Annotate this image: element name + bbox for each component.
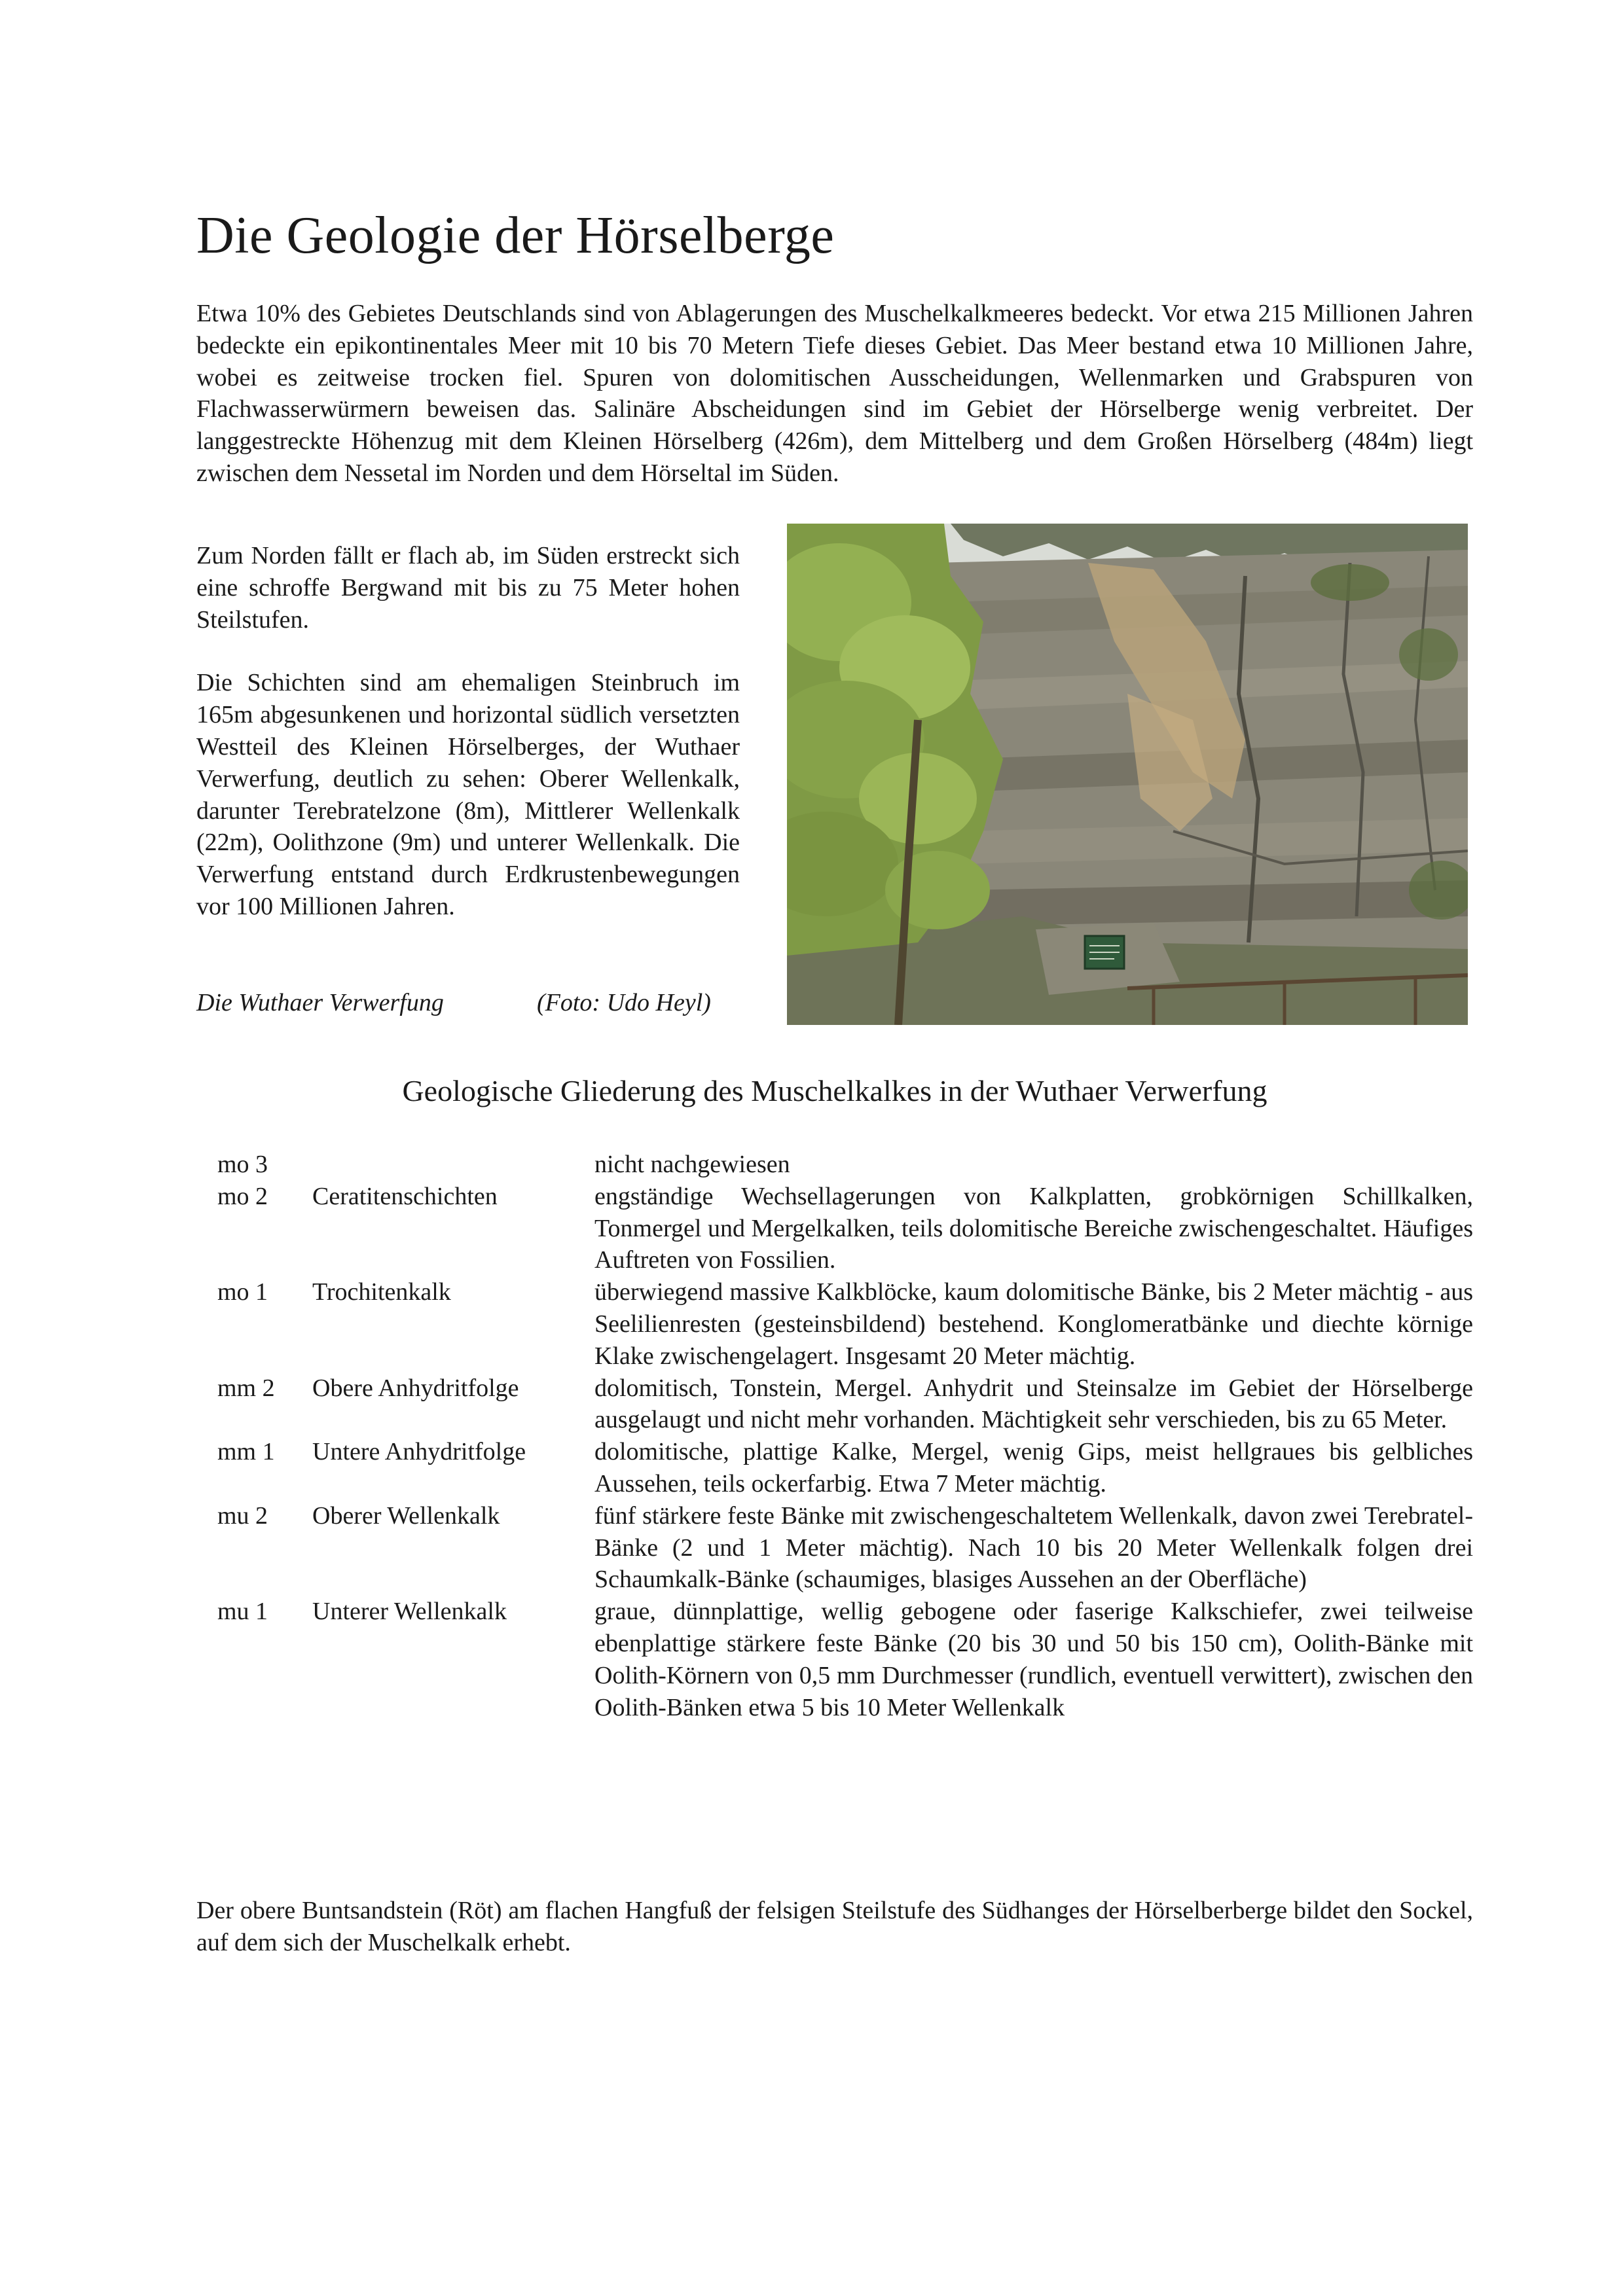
stratum-description: dolomitisch, Tonstein, Mergel. Anhydrit und Steinsalze im Gebiet der Hörselberge ausgelaugt und nicht mehr vorhanden. Mächtigkeit sehr verschieden, bis zu 65 Meter. — [594, 1374, 1473, 1434]
stratum-code: mu 2 — [217, 1501, 268, 1530]
stratum-name: Obere Anhydritfolge — [312, 1374, 519, 1402]
stratum-name: Untere Anhydritfolge — [312, 1438, 526, 1466]
page-title: Die Geologie der Hörselberge — [196, 207, 835, 264]
table-row — [196, 1372, 1473, 1437]
stratum-name — [312, 1149, 594, 1181]
paragraph-fault-layers: Die Schichten sind am ehemaligen Steinbruch im 165m abgesunkenen und horizontal südlich versetzten Westteil des Kleinen Hörselberges, der Wuthaer Verwerfung, deutlich zu sehen: Oberer Wellenkalk, darunter Terebratelzone (8m), Mittlerer Wellenkalk (22m), Oolithzone (9m) und unterer Wellenkalk. Die Verwerfung entstand durch Erdkrustenbewegungen vor 100 Millionen Jahren. — [196, 669, 740, 920]
stratum-description: nicht nachgewiesen — [594, 1151, 790, 1178]
stratum-code: mo 2 — [217, 1182, 268, 1210]
table-row — [196, 1149, 1473, 1181]
stratum-code: mo 3 — [217, 1151, 268, 1178]
left-text-column — [196, 540, 740, 923]
stratum-description: fünf stärkere feste Bänke mit zwischengeschaltetem Wellenkalk, davon zwei Terebratel-Bänke (2 und 1 Meter mächtig). Nach 10 bis 20 Meter Wellenkalk folgen drei Schaumkalk-Bänke (schaumiges, blasiges Aussehen an der Oberfläche) — [594, 1501, 1473, 1594]
stratum-code: mm 1 — [217, 1438, 275, 1466]
stratum-name: Trochitenkalk — [312, 1278, 451, 1306]
stratum-name: Unterer Wellenkalk — [312, 1598, 507, 1626]
stratum-code: mm 2 — [217, 1374, 275, 1402]
stratum-name: Ceratitenschichten — [312, 1182, 498, 1210]
intro-paragraph: Etwa 10% des Gebietes Deutschlands sind von Ablagerungen des Muschelkalkmeeres bedeckt. Vor etwa 215 Millionen Jahren bedeckte ein epikontinentales Meer mit 10 bis 70 Metern Tiefe dieses Gebiet. Das Meer bestand etwa 10 Millionen Jahre, wobei es zeitweise trocken fiel. Spuren von dolomitischen Ausscheidungen, Wellenmarken und Grabspuren von Flachwasserwürmern beweisen das. Salinäre Abscheidungen sind im Gebiet der Hörselberge wenig verbreitet. Der langgestreckte Höhenzug mit dem Kleinen Hörselberg (426m), dem Mittelberg und dem Großen Hörselberg (484m) liegt zwischen dem Nessetal im Norden und dem Hörseltal im Süden. — [196, 300, 1473, 487]
stratum-description: graue, dünnplattige, wellig gebogene oder faserige Kalkschiefer, zwei teilweise ebenplattige stärkere feste Bänke (20 bis 30 und 50 bis 150 cm), Oolith-Bänke mit Oolith-Körnern von 0,5 mm Durchmesser (rundlich, eventuell verwittert), zwischen den Oolith-Bänken etwa 5 bis 10 Meter Wellenkalk — [594, 1598, 1473, 1721]
table-row — [196, 1596, 1473, 1723]
strata-section-title: Geologische Gliederung des Muschelkalkes in der Wuthaer Verwerfung — [402, 1074, 1267, 1107]
closing-paragraph: Der obere Buntsandstein (Röt) am flachen Hangfuß der felsigen Steilstufe des Südhanges der Hörselberberge bildet den Sockel, auf dem sich der Muschelkalk erhebt. — [196, 1897, 1473, 1956]
table-row — [196, 1436, 1473, 1500]
table-row — [196, 1181, 1473, 1276]
stratum-description: engständige Wechsellagerungen von Kalkplatten, grobkörnigen Schillkalken, Tonmergel und Mergelkalken, teils dolomitische Bereiche zwischengeschaltet. Häufiges Auftreten von Fossilien. — [594, 1182, 1473, 1274]
table-row — [196, 1500, 1473, 1596]
strata-table — [196, 1149, 1473, 1723]
stratum-code: mo 1 — [217, 1278, 268, 1306]
caption-credit: (Foto: Udo Heyl) — [537, 989, 711, 1016]
paragraph-steep-wall: Zum Norden fällt er flach ab, im Süden erstreckt sich eine schroffe Bergwand mit bis zu 75 Meter hohen Steilstufen. — [196, 542, 740, 634]
stratum-name: Oberer Wellenkalk — [312, 1501, 500, 1530]
quarry-rock-wall-photo — [787, 524, 1468, 1025]
stratum-description: überwiegend massive Kalkblöcke, kaum dolomitische Bänke, bis 2 Meter mächtig - aus Seelilienresten (gesteinsbildend) bestehend. Konglomeratbänke und diechte körnige Klake zwischengelagert. Insgesamt 20 Meter mächtig. — [594, 1278, 1473, 1370]
photo-caption — [196, 988, 740, 1017]
caption-label: Die Wuthaer Verwerfung — [196, 989, 444, 1016]
stratum-code: mu 1 — [217, 1598, 268, 1626]
table-row — [196, 1276, 1473, 1372]
stratum-description: dolomitische, plattige Kalke, Mergel, wenig Gips, meist hellgraues bis gelbliches Aussehen, teils ockerfarbig. Etwa 7 Meter mächtig. — [594, 1438, 1473, 1498]
